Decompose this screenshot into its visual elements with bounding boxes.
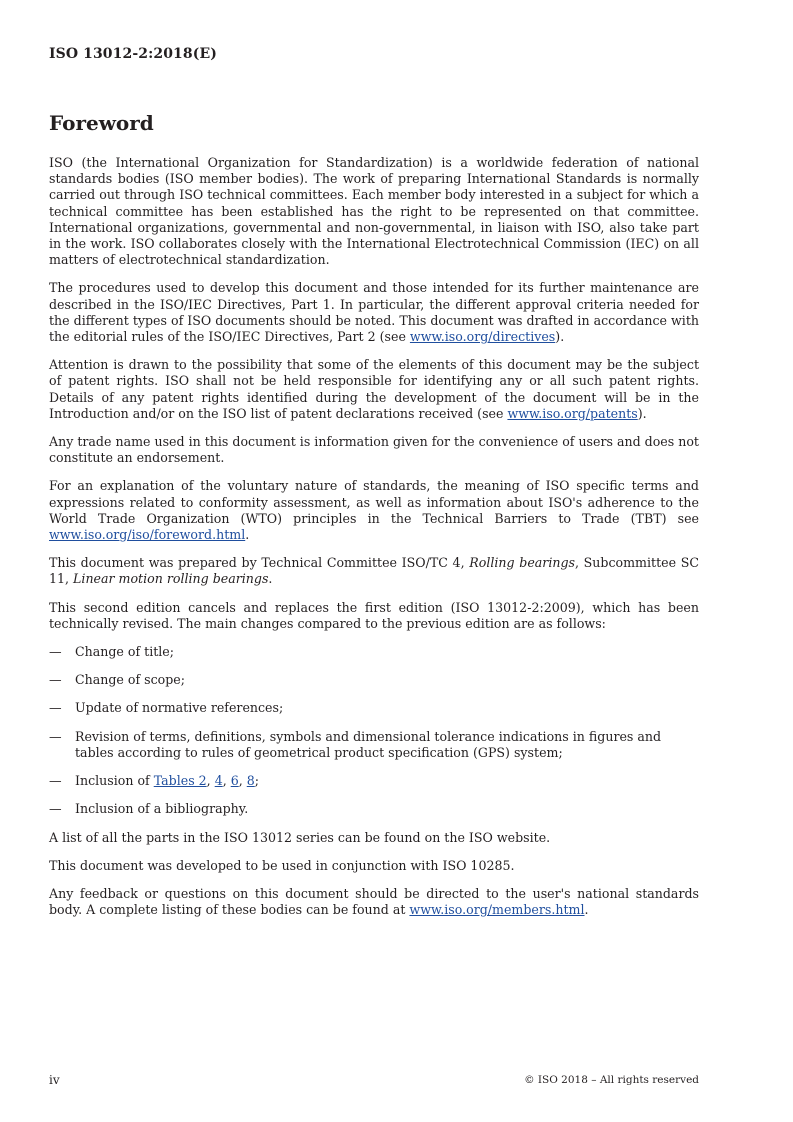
members-link[interactable]: www.iso.org/members.html	[409, 902, 585, 918]
paragraph-procedures: The procedures used to develop this document and those intended for its further maintenance are described in the ISO/IEC Directives, Part 1. In particular, the different approval criteria needed for the different types of ISO documents should be noted. This document was drafted in accordance with the editorial rules of the ISO/IEC Directives, Part 2 (see www.iso.org/directives).	[49, 280, 699, 345]
copyright-notice: © ISO 2018 – All rights reserved	[524, 1074, 699, 1086]
paragraph-iso-intro: ISO (the International Organization for Standardization) is a worldwide federation of national standards bodies (ISO member bodies). The work of preparing International Standards is normally carried out through ISO technical committees. Each member body interested in a subject for which a technical committee has been established has the right to be represented on that committee. International organizations, governmental and non-governmental, in liaison with ISO, also take part in the work. ISO collaborates closely with the International Electrotechnical Commission (IEC) on all matters of electrotechnical standardization.	[49, 155, 699, 268]
table-8-link[interactable]: 8	[246, 773, 255, 789]
foreword-info-link[interactable]: www.iso.org/iso/foreword.html	[49, 527, 246, 543]
patents-link[interactable]: www.iso.org/patents	[507, 405, 638, 421]
foreword-body	[49, 155, 699, 918]
paragraph-trade-name: Any trade name used in this document is information given for the convenience of users and does not constitute an endorsement.	[49, 434, 699, 466]
list-item: — Change of scope;	[49, 672, 185, 688]
paragraph-conjunction: This document was developed to be used in conjunction with ISO 10285.	[49, 857, 515, 873]
tables-2-link[interactable]: Tables 2	[153, 773, 207, 789]
page-number: iv	[49, 1073, 60, 1087]
list-item: — Revision of terms, definitions, symbols and dimensional tolerance indications in figures and tables according to rules of geometrical product specification (GPS) system;	[49, 728, 662, 760]
table-4-link[interactable]: 4	[214, 773, 223, 789]
page-title: Foreword	[49, 111, 154, 135]
list-item: — Inclusion of Tables 2, 4, 6, 8;	[49, 773, 260, 789]
paragraph-committee: This document was prepared by Technical Committee ISO/TC 4, Rolling bearings, Subcommittee SC 11, Linear motion rolling bearings.	[49, 555, 699, 587]
changes-list	[49, 644, 699, 817]
list-item: — Inclusion of a bibliography.	[49, 801, 249, 817]
list-item: — Change of title;	[49, 644, 175, 660]
paragraph-voluntary-nature: For an explanation of the voluntary nature of standards, the meaning of ISO specific terms and expressions related to conformity assessment, as well as information about ISO's adherence to the World Trade Organization (WTO) principles in the Technical Barriers to Trade (TBT) see www.iso.org/iso/foreword.html.	[49, 478, 699, 543]
list-item: — Update of normative references;	[49, 700, 284, 716]
document-identifier: ISO 13012-2:2018(E)	[49, 46, 217, 62]
table-6-link[interactable]: 6	[230, 773, 239, 789]
paragraph-edition: This second edition cancels and replaces the first edition (ISO 13012-2:2009), which has been technically revised. The main changes compared to the previous edition are as follows:	[49, 599, 699, 631]
paragraph-series-parts: A list of all the parts in the ISO 13012 series can be found on the ISO website.	[49, 829, 551, 845]
paragraph-patents: Attention is drawn to the possibility that some of the elements of this document may be the subject of patent rights. ISO shall not be held responsible for identifying any or all such patent rights. Details of any patent rights identified during the development of the document will be in the Introduction and/or on the ISO list of patent declarations received (see www.iso.org/patents).	[49, 357, 699, 421]
paragraph-feedback: Any feedback or questions on this document should be directed to the user's national standards body. A complete listing of these bodies can be found at www.iso.org/members.html.	[49, 885, 699, 918]
directives-link[interactable]: www.iso.org/directives	[409, 329, 556, 345]
